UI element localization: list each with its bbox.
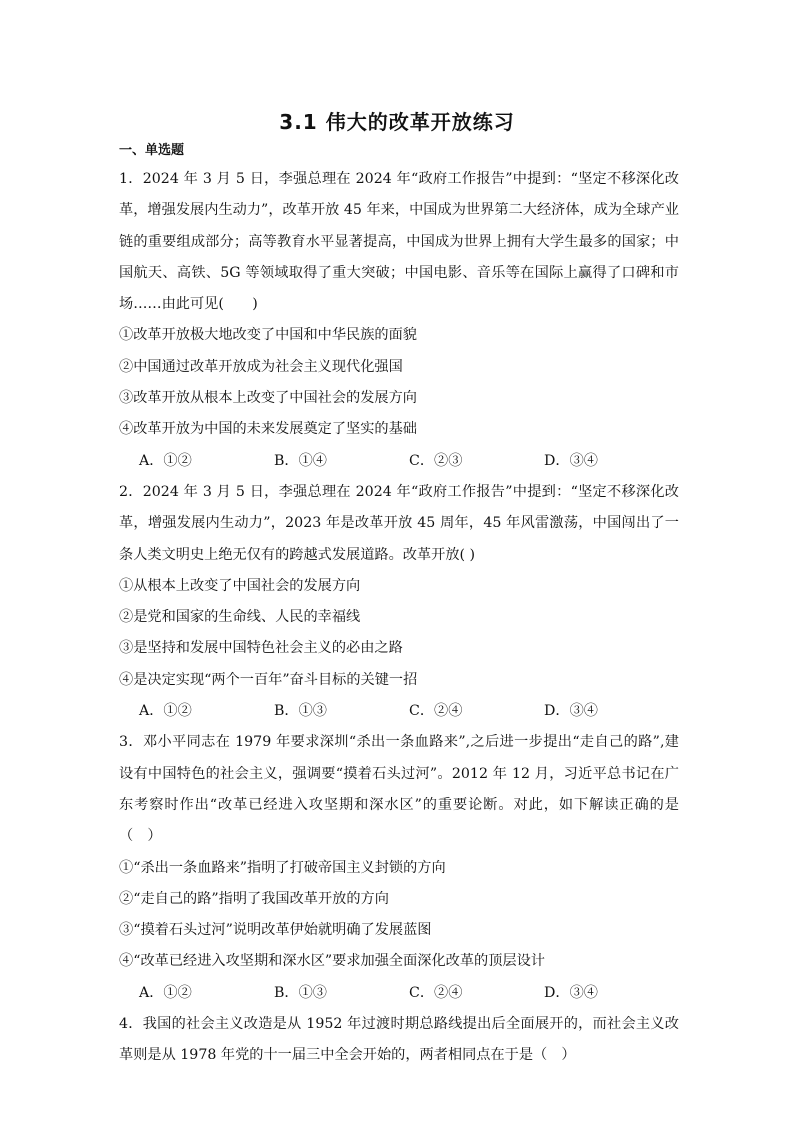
statement-option: ①改革开放极大地改变了中国和中华民族的面貌 bbox=[119, 327, 417, 344]
question-stem: 2．2024 年 3 月 5 日，李强总理在 2024 年“政府工作报告”中提到：“坚定不移深化改革，增强发展内生动力”，2023 年是改革开放 45 周年，45 年风雷激荡，中国闯出了一条人类文明史上绝无仅有的跨越式发展道路。改革开放( ) bbox=[119, 483, 679, 563]
choice-d[interactable]: D．③④ bbox=[544, 452, 598, 469]
statement-option: ②中国通过改革开放成为社会主义现代化强国 bbox=[119, 358, 403, 375]
choice-c[interactable]: C．②④ bbox=[409, 703, 463, 720]
section-heading: 一、单选题 bbox=[119, 143, 185, 158]
answer-choices bbox=[119, 446, 679, 477]
choice-a[interactable]: A．①② bbox=[139, 452, 192, 469]
choice-a[interactable]: A．①② bbox=[139, 703, 192, 720]
choice-b[interactable]: B．①④ bbox=[274, 452, 327, 469]
statement-option: ③“摸着石头过河”说明改革伊始就明确了发展蓝图 bbox=[119, 922, 432, 939]
statement-option: ②是党和国家的生命线、人民的幸福线 bbox=[119, 609, 361, 626]
question-4 bbox=[119, 1009, 679, 1072]
statement-option: ③是坚持和发展中国特色社会主义的必由之路 bbox=[119, 640, 403, 657]
question-stem: 1．2024 年 3 月 5 日，李强总理在 2024 年“政府工作报告”中提到：“坚定不移深化改革，增强发展内生动力”，改革开放 45 年来，中国成为世界第二大经济体，成为全球产业链的重要组成部分；高等教育水平显著提高，中国成为世界上拥有大学生最多的国家；中国航天、高铁、5G 等领域取得了重大突破；中国电影、音乐等在国际上赢得了口碑和市场……由此可见( ) bbox=[119, 171, 679, 313]
question-list bbox=[119, 164, 679, 1072]
choice-d[interactable]: D．③④ bbox=[544, 703, 598, 720]
choice-a[interactable]: A．①② bbox=[139, 984, 192, 1001]
choice-c[interactable]: C．②④ bbox=[409, 984, 463, 1001]
statement-option: ④“改革已经进入攻坚期和深水区”要求加强全面深化改革的顶层设计 bbox=[119, 953, 545, 970]
statement-option: ③改革开放从根本上改变了中国社会的发展方向 bbox=[119, 390, 417, 407]
answer-choices bbox=[119, 978, 679, 1009]
statement-option: ②“走自己的路”指明了我国改革开放的方向 bbox=[119, 890, 389, 907]
question-2 bbox=[119, 477, 679, 727]
choice-b[interactable]: B．①③ bbox=[274, 703, 327, 720]
statement-option: ①从根本上改变了中国社会的发展方向 bbox=[119, 577, 361, 594]
question-stem: 4．我国的社会主义改造是从 1952 年过渡时期总路线提出后全面展开的，而社会主义改革则是从 1978 年党的十一届三中全会开始的，两者相同点在于是（ ） bbox=[119, 1016, 679, 1064]
choice-b[interactable]: B．①③ bbox=[274, 984, 327, 1001]
answer-choices bbox=[119, 696, 679, 727]
choice-c[interactable]: C．②③ bbox=[409, 452, 463, 469]
question-stem: 3．邓小平同志在 1979 年要求深圳“杀出一条血路来”,之后进一步提出“走自己的路”,建设有中国特色的社会主义，强调要“摸着石头过河”。2012 年 12 月，习近平总书记在广东考察时作出“改革已经进入攻坚期和深水区”的重要论断。对此，如下解读正确的是（ ） bbox=[119, 734, 679, 845]
statement-option: ①“杀出一条血路来”指明了打破帝国主义封锁的方向 bbox=[119, 859, 446, 876]
page-title: 3.1 伟大的改革开放练习 bbox=[279, 110, 515, 134]
choice-d[interactable]: D．③④ bbox=[544, 984, 598, 1001]
question-1 bbox=[119, 164, 679, 477]
statement-option: ④改革开放为中国的未来发展奠定了坚实的基础 bbox=[119, 421, 417, 438]
statement-option: ④是决定实现“两个一百年”奋斗目标的关键一招 bbox=[119, 671, 418, 688]
question-3 bbox=[119, 727, 679, 1009]
